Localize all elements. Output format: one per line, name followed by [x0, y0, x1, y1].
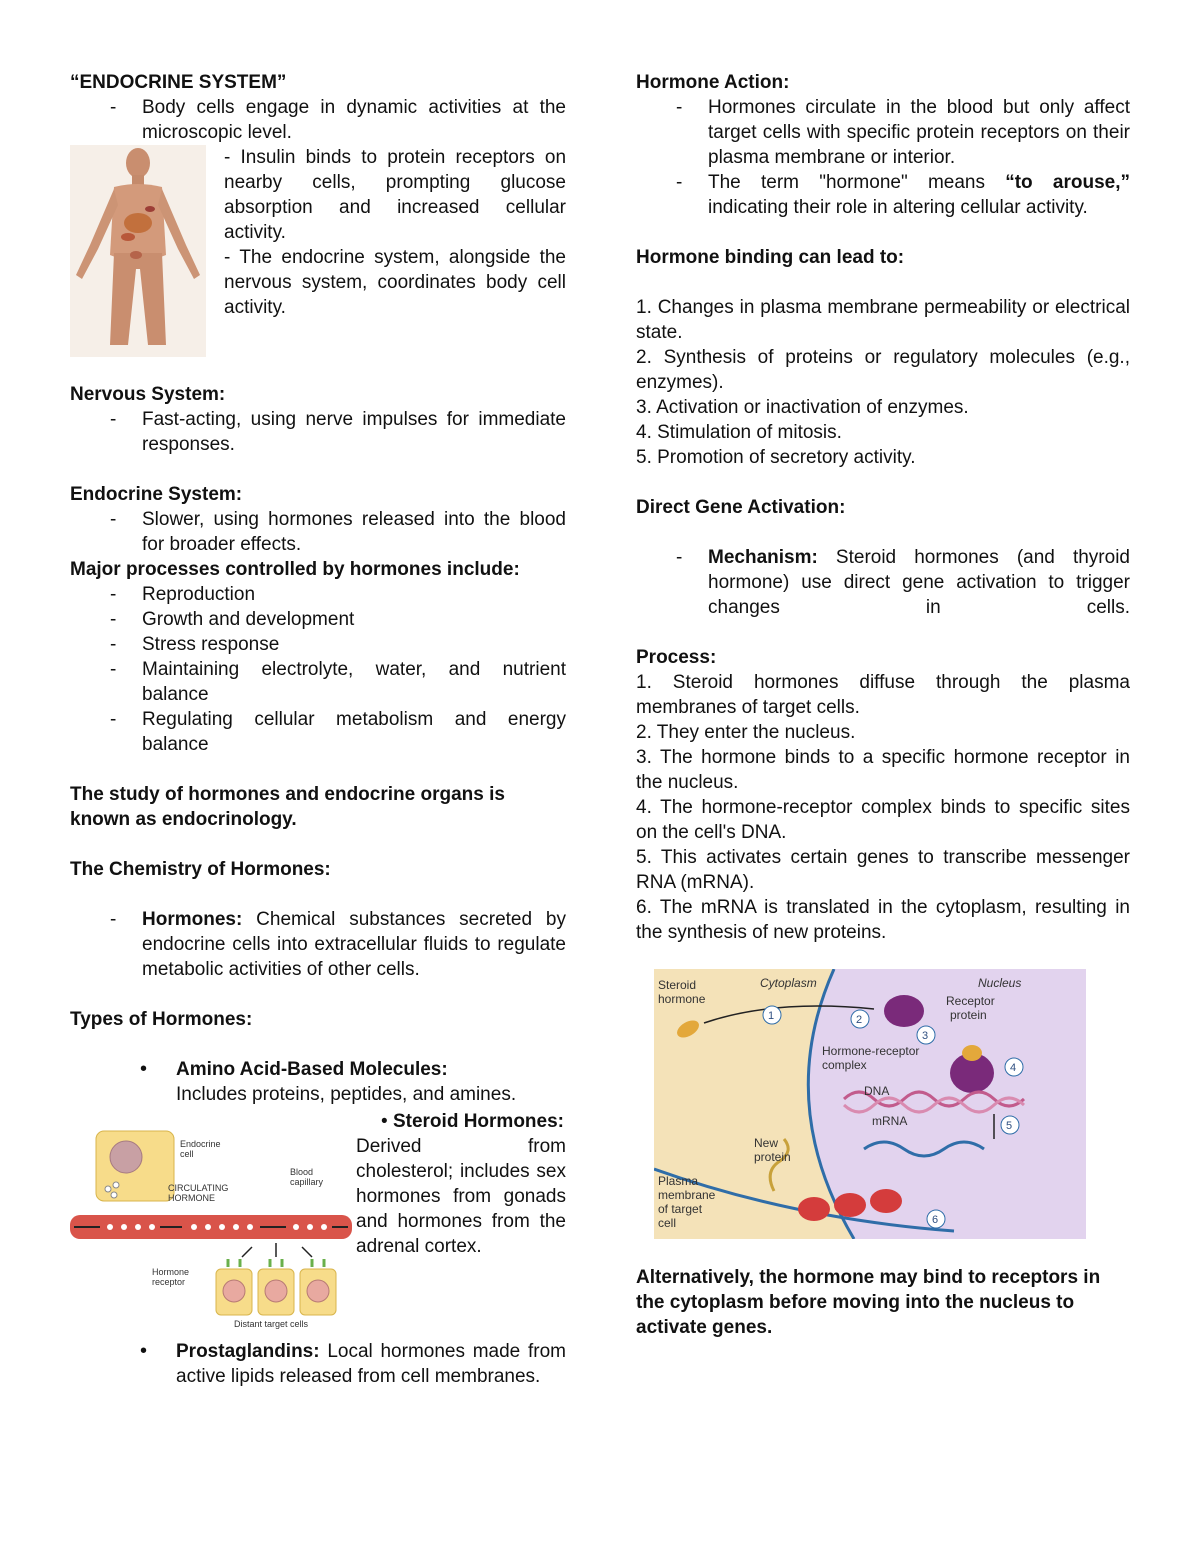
label-nucleus: Nucleus: [978, 976, 1022, 990]
process-step: 4. The hormone-receptor complex binds to specific sites on the cell's DNA.: [636, 797, 1130, 843]
amino-item: • Amino Acid-Based Molecules: Includes proteins, peptides, and amines.: [70, 1057, 566, 1107]
action-item: - The term "hormone" means “to arouse,” indicating their role in altering cellular activity.: [636, 170, 1130, 220]
label-blood-capillary-1: Blood: [290, 1167, 314, 1177]
study-note: The study of hormones and endocrine organs is known as endocrinology.: [70, 784, 505, 830]
binding-item: 1. Changes in plasma membrane permeability or electrical state.: [636, 297, 1130, 343]
binding-item: 5. Promotion of secretory activity.: [636, 447, 916, 468]
major-item: - Maintaining electrolyte, water, and nutrient balance: [70, 657, 566, 707]
process-step: 2. They enter the nucleus.: [636, 722, 856, 743]
label-complex-2: complex: [822, 1058, 867, 1072]
doc-title: “ENDOCRINE SYSTEM”: [70, 72, 287, 93]
chemistry-item: - Hormones: Chemical substances secreted by endocrine cells into extracellular fluids to regulate metabolic activities of other cells.: [70, 907, 566, 982]
label-cytoplasm: Cytoplasm: [760, 976, 817, 990]
label-dna: DNA: [864, 1084, 890, 1098]
major-item: - Stress response: [70, 632, 566, 657]
intro-list: [70, 95, 566, 145]
right-column: [636, 70, 1130, 1340]
nervous-list: [70, 407, 566, 457]
major-list: [70, 582, 566, 757]
steroid-bullet: • Steroid Hormones:: [381, 1111, 564, 1132]
step-2-label: 2: [856, 1014, 863, 1026]
label-endocrine-cell-2: cell: [180, 1149, 194, 1159]
left-column: [70, 70, 566, 1389]
process-step: 6. The mRNA is translated in the cytoplasm, resulting in the synthesis of new proteins.: [636, 897, 1130, 943]
endocrine-heading: Endocrine System:: [70, 484, 243, 505]
prostaglandins-list: [70, 1339, 566, 1389]
intro-item: - Body cells engage in dynamic activities at the microscopic level.: [70, 95, 566, 145]
major-item: - Reproduction: [70, 582, 566, 607]
major-item: - Regulating cellular metabolism and energy balance: [70, 707, 566, 757]
label-receptor-1: Receptor: [946, 994, 995, 1008]
endocrine-item: - Slower, using hormones released into the blood for broader effects.: [70, 507, 566, 557]
process-step: 1. Steroid hormones diffuse through the plasma membranes of target cells.: [636, 672, 1130, 718]
types-list: [70, 1057, 566, 1107]
action-heading: Hormone Action:: [636, 72, 790, 93]
binding-item: 2. Synthesis of proteins or regulatory molecules (e.g., enzymes).: [636, 347, 1130, 393]
step-3-label: 3: [922, 1030, 929, 1042]
label-circulating-2: HORMONE: [168, 1193, 215, 1203]
process-step: 3. The hormone binds to a specific hormone receptor in the nucleus.: [636, 747, 1130, 793]
label-mrna: mRNA: [872, 1114, 908, 1128]
label-plasma-4: cell: [658, 1216, 677, 1230]
binding-item: 4. Stimulation of mitosis.: [636, 422, 842, 443]
label-steroid-2: hormone: [658, 992, 706, 1006]
direct-item: - Mechanism: Steroid hormones (and thyroid hormone) use direct gene activation to trigger changes in cells.: [636, 545, 1130, 620]
chemistry-heading: The Chemistry of Hormones:: [70, 859, 331, 880]
action-list: [636, 95, 1130, 220]
intro-insulin: - Insulin binds to protein receptors on nearby cells, prompting glucose absorption and increased cellular activity.: [224, 147, 567, 243]
steroid-text: Derived from cholesterol; includes sex hormones from gonads and hormones from the adrenal cortex.: [356, 1136, 566, 1257]
binding-item: 3. Activation or inactivation of enzymes.: [636, 397, 969, 418]
direct-list: [636, 545, 1130, 620]
process-step: 5. This activates certain genes to transcribe messenger RNA (mRNA).: [636, 847, 1130, 893]
alternative-note: Alternatively, the hormone may bind to receptors in the cytoplasm before moving into the nucleus to activate genes.: [636, 1267, 1101, 1338]
nervous-item: - Fast-acting, using nerve impulses for immediate responses.: [70, 407, 566, 457]
intro-block: [70, 145, 566, 357]
intro-dash: -: [224, 247, 231, 268]
intro-dash: -: [224, 147, 231, 168]
action-item: - Hormones circulate in the blood but only affect target cells with specific protein receptors on their plasma membrane or interior.: [636, 95, 1130, 170]
nervous-heading: Nervous System:: [70, 384, 226, 405]
label-distant-target: Distant target cells: [234, 1319, 309, 1329]
step-1-label: 1: [768, 1010, 775, 1022]
steroid-item: [352, 1109, 566, 1331]
prostaglandins-item: • Prostaglandins: Local hormones made from active lipids released from cell membranes.: [70, 1339, 566, 1389]
major-item: - Growth and development: [70, 607, 566, 632]
intro-coordination: - The endocrine system, alongside the nervous system, coordinates body cell activity.: [224, 247, 567, 318]
chemistry-list: [70, 907, 566, 982]
step-5-label: 5: [1006, 1120, 1013, 1132]
types-heading: Types of Hormones:: [70, 1009, 253, 1030]
label-circulating-1: CIRCULATING: [168, 1183, 229, 1193]
endocrine-list: [70, 507, 566, 557]
binding-heading: Hormone binding can lead to:: [636, 247, 905, 268]
label-complex-1: Hormone-receptor: [822, 1044, 920, 1058]
process-heading: Process:: [636, 647, 717, 668]
label-endocrine-cell-1: Endocrine: [180, 1139, 221, 1149]
major-heading: Major processes controlled by hormones include:: [70, 559, 520, 580]
human-body-illustration: [70, 145, 206, 357]
label-plasma-1: Plasma: [658, 1174, 699, 1188]
label-hormone-receptor-1: Hormone: [152, 1267, 190, 1277]
step-6-label: 6: [932, 1214, 939, 1226]
label-new-protein-1: New: [754, 1136, 779, 1150]
direct-gene-activation-diagram: [654, 969, 1086, 1239]
step-4-label: 4: [1010, 1062, 1017, 1074]
label-plasma-2: membrane: [658, 1188, 716, 1202]
label-receptor-2: protein: [950, 1008, 987, 1022]
label-hormone-receptor-2: receptor: [152, 1277, 186, 1287]
circulating-hormone-section: [70, 1109, 566, 1331]
label-new-protein-2: protein: [754, 1150, 791, 1164]
label-blood-capillary-2: capillary: [290, 1177, 324, 1187]
direct-heading: Direct Gene Activation:: [636, 497, 846, 518]
circulating-hormone-diagram: [70, 1109, 352, 1331]
label-steroid-1: Steroid: [658, 978, 697, 992]
label-plasma-3: of target: [658, 1202, 703, 1216]
